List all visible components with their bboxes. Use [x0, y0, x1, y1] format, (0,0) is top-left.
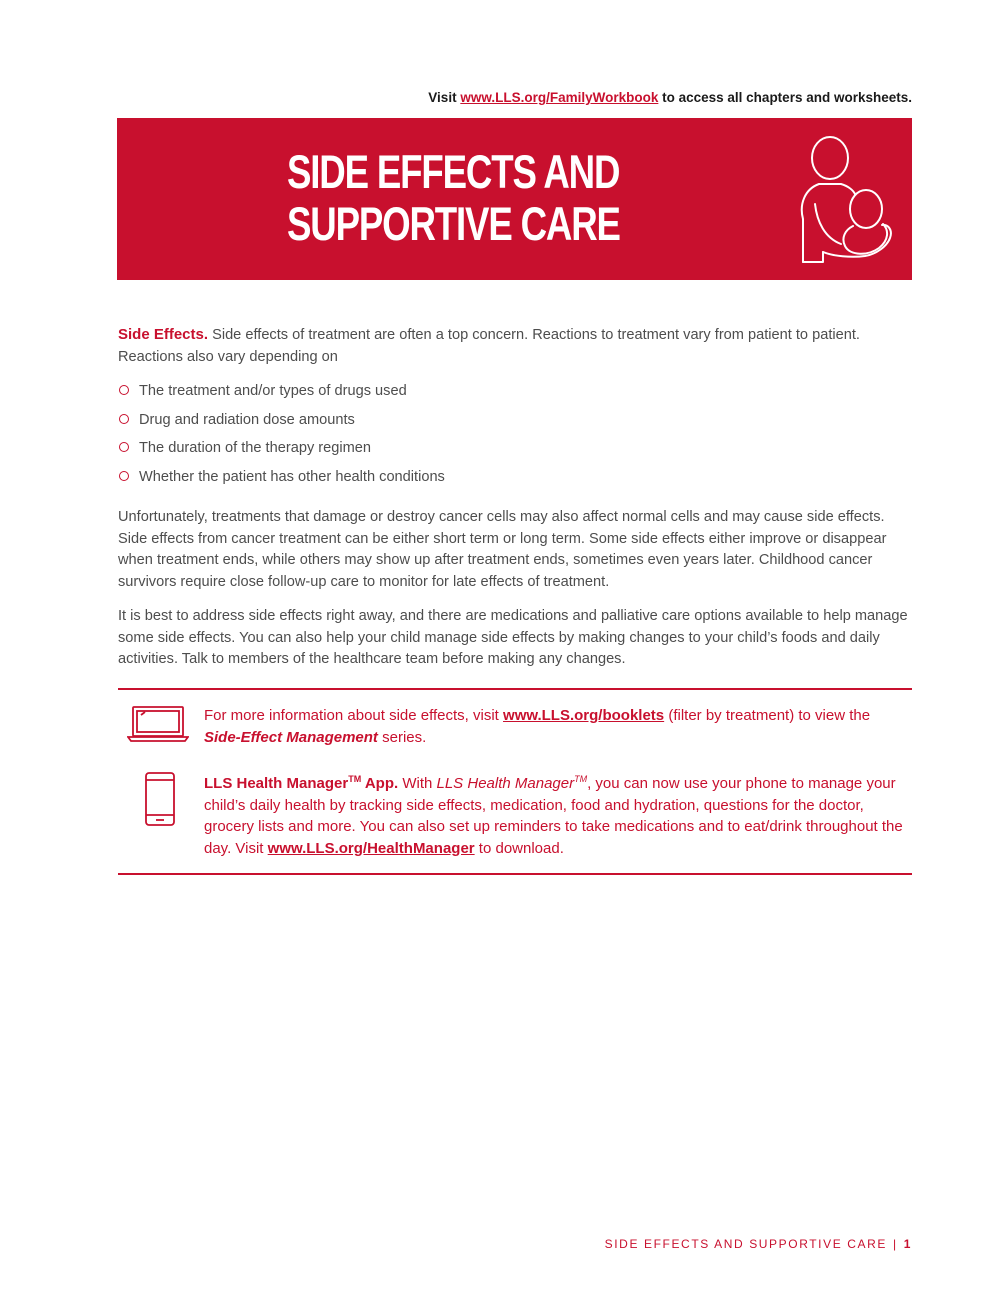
- app-text3: to download.: [478, 839, 564, 857]
- chapter-title-line2: SUPPORTIVE CARE: [287, 197, 620, 250]
- app-text1: With: [402, 775, 433, 792]
- circle-bullet-icon: [119, 471, 129, 481]
- family-workbook-link[interactable]: www.LLS.org/FamilyWorkbook: [460, 90, 659, 105]
- chapter-title: [287, 146, 620, 250]
- divider: [118, 873, 912, 875]
- laptop-icon: [127, 705, 189, 743]
- circle-bullet-icon: [119, 385, 129, 395]
- booklets-text3: series.: [382, 728, 427, 746]
- page-number: 1: [903, 1237, 912, 1251]
- booklets-info: [204, 705, 904, 748]
- factor-list: [118, 381, 908, 495]
- visit-prefix: Visit: [428, 90, 457, 105]
- health-manager-link[interactable]: www.LLS.org/HealthManager: [267, 839, 475, 857]
- circle-bullet-icon: [119, 442, 129, 452]
- booklets-text2: (filter by treatment) to view the: [668, 707, 871, 724]
- booklets-text1: For more information about side effects, visit: [204, 707, 499, 724]
- chapter-title-line1: SIDE EFFECTS AND: [287, 145, 620, 198]
- page-footer: [605, 1237, 912, 1251]
- chapter-banner: [117, 118, 912, 280]
- footer-section: SIDE EFFECTS AND SUPPORTIVE CARE: [604, 1237, 887, 1251]
- body-paragraph: It is best to address side effects right away, and there are medications and palliative care options available to help manage some side effects. You can also help your child manage side effects by making changes to your child’s foods and daily activities. Talk to members of the healthcare team before making any changes.: [118, 608, 908, 667]
- smartphone-icon: [144, 771, 176, 827]
- list-item: The treatment and/or types of drugs used: [118, 381, 908, 410]
- main-content: [118, 324, 908, 684]
- footer-separator: |: [893, 1237, 898, 1251]
- app-title: LLS Health Manager™ App.: [204, 774, 399, 792]
- list-item: Drug and radiation dose amounts: [118, 410, 908, 439]
- workbook-link-line: [118, 90, 912, 105]
- intro-lead: Side Effects.: [118, 326, 209, 343]
- list-item: Whether the patient has other health conditions: [118, 467, 908, 496]
- intro-text: Side effects of treatment are often a top concern. Reactions to treatment vary from patient to patient. Reactions also vary depending on: [118, 327, 860, 365]
- app-name-italic: LLS Health Manager™: [436, 774, 588, 792]
- parent-holding-child-icon: [793, 134, 898, 269]
- visit-suffix: to access all chapters and worksheets.: [662, 90, 912, 105]
- divider: [118, 688, 912, 690]
- body-paragraph: Unfortunately, treatments that damage or destroy cancer cells may also affect normal cells and may cause side effects. Side effects from cancer treatment can be either short term or long term. Some side effects either improve or disappear when treatment ends, while others may show up after treatment ends, sometimes even years later. Childhood cancer survivors require close follow-up care to monitor for late effects of treatment.: [118, 509, 887, 590]
- app-text2: , you can now use your phone to manage your child’s daily health by tracking side effects, medication, food and hydration, questions for the doctor, grocery lists and more. You can also set up reminders to take medications and to eat/drink throughout the day. Visit: [204, 775, 903, 857]
- series-name: Side-Effect Management: [204, 728, 378, 746]
- health-manager-info: [204, 769, 904, 859]
- booklets-link[interactable]: www.LLS.org/booklets: [503, 707, 665, 724]
- circle-bullet-icon: [119, 414, 129, 424]
- intro-paragraph: [118, 324, 908, 368]
- list-item: The duration of the therapy regimen: [118, 438, 908, 467]
